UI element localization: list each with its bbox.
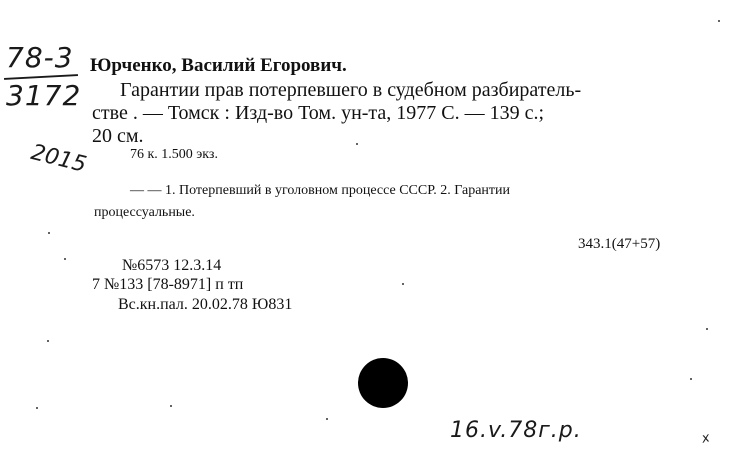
scan-speck <box>36 407 38 409</box>
scan-speck <box>48 232 50 234</box>
scan-speck <box>64 258 66 260</box>
call-number-bottom: 3172 <box>6 79 82 112</box>
title-line-3: 20 см. <box>92 125 144 147</box>
title-line-2: стве . — Томск : Изд-во Том. ун-та, 1977 С. — 139 с.; <box>92 102 545 124</box>
footer-line-3: Вс.кн.пал. 20.02.78 Ю831 <box>118 296 293 313</box>
scan-speck <box>170 405 172 407</box>
scan-speck <box>326 418 328 420</box>
subject-headings-line-2: процессуальные. <box>94 205 195 220</box>
scan-speck <box>718 20 720 22</box>
scan-speck <box>690 378 692 380</box>
punch-hole <box>358 358 408 408</box>
handwritten-mark: 2015 <box>28 140 89 178</box>
subject-headings-line-1: — — 1. Потерпевший в уголовном процессе СССР. 2. Гарантии <box>130 183 511 198</box>
handwritten-corner-note: x <box>700 430 712 447</box>
title-line-1: Гарантии прав потерпевшего в судебном разбиратель- <box>120 79 582 101</box>
print-run: 76 к. 1.500 экз. <box>130 147 218 162</box>
scan-speck <box>402 283 404 285</box>
call-number-top: 78-3 <box>6 41 74 74</box>
scan-speck <box>356 143 358 145</box>
scan-speck <box>47 340 49 342</box>
scan-speck <box>706 328 708 330</box>
footer-line-1: №6573 12.3.14 <box>122 257 222 274</box>
handwritten-date: 16.v.78г.р. <box>450 418 582 443</box>
udc-classification: 343.1(47+57) <box>578 236 661 252</box>
author-heading: Юрченко, Василий Егорович. <box>90 55 347 76</box>
footer-line-2: 7 №133 [78-8971] п тп <box>92 276 244 293</box>
